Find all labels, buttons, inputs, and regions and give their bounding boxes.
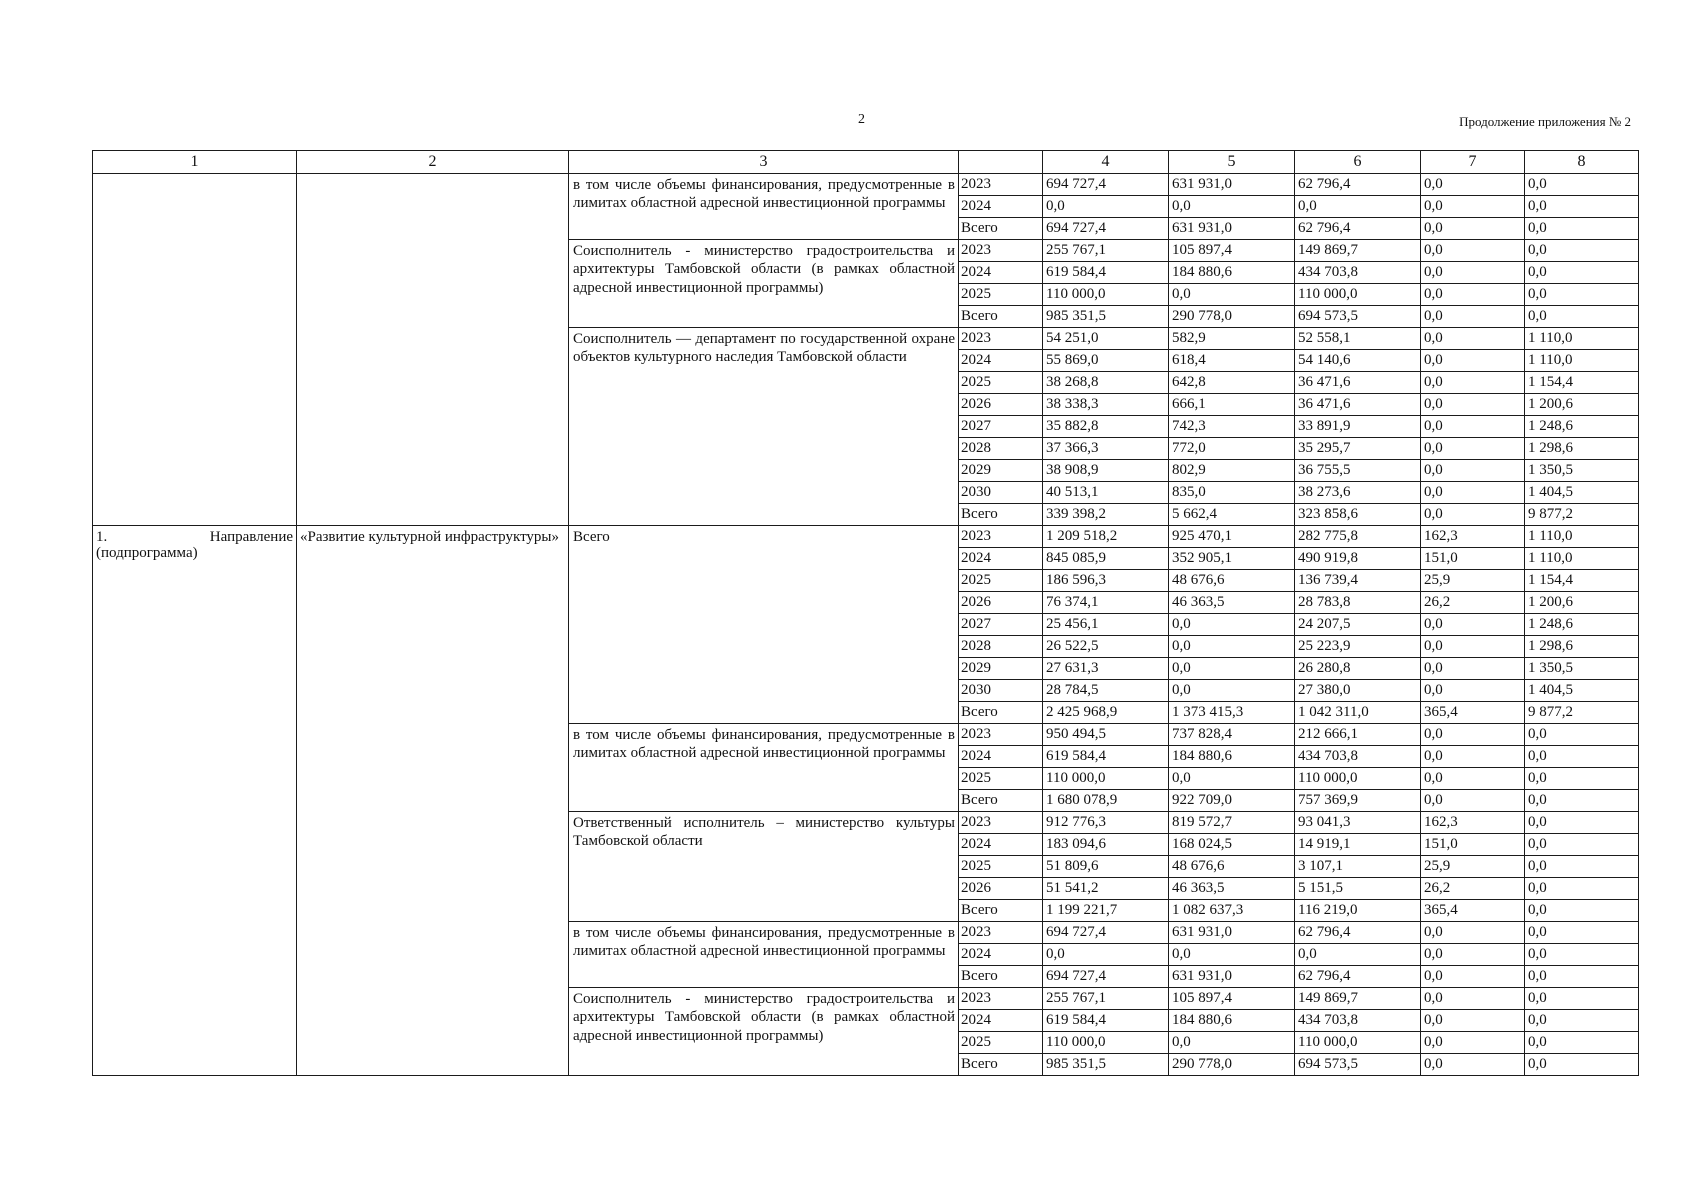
total-amount-cell: 339 398,2 [1043,504,1169,526]
total-amount-cell: 1 199 221,7 [1043,900,1169,922]
extrabudgetary-cell: 0,0 [1525,218,1639,240]
total-amount-cell: 694 727,4 [1043,218,1169,240]
year-cell: 2023 [959,812,1043,834]
direction-title: «Развитие культурной инфраструктуры» [300,529,560,545]
local-budget-cell: 0,0 [1421,922,1525,944]
extrabudgetary-cell: 0,0 [1525,1054,1639,1076]
year-cell: 2023 [959,328,1043,350]
year-cell: 2024 [959,262,1043,284]
total-amount-cell: 186 596,3 [1043,570,1169,592]
federal-budget-cell: 922 709,0 [1169,790,1295,812]
federal-budget-cell: 184 880,6 [1169,1010,1295,1032]
local-budget-cell: 0,0 [1421,658,1525,680]
federal-budget-cell: 105 897,4 [1169,988,1295,1010]
regional-budget-cell: 490 919,8 [1295,548,1421,570]
extrabudgetary-cell: 0,0 [1525,262,1639,284]
total-amount-cell: 38 338,3 [1043,394,1169,416]
regional-budget-cell: 36 471,6 [1295,394,1421,416]
year-cell: Всего [959,1054,1043,1076]
total-amount-cell: 40 513,1 [1043,482,1169,504]
regional-budget-cell: 25 223,9 [1295,636,1421,658]
block-label: Всего [569,526,959,724]
total-amount-cell: 55 869,0 [1043,350,1169,372]
federal-budget-cell: 925 470,1 [1169,526,1295,548]
local-budget-cell: 151,0 [1421,834,1525,856]
local-budget-cell: 26,2 [1421,878,1525,900]
table-row [93,174,1639,196]
extrabudgetary-cell: 1 154,4 [1525,570,1639,592]
page-number: 2 [858,112,865,127]
extrabudgetary-cell: 0,0 [1525,240,1639,262]
federal-budget-cell: 1 373 415,3 [1169,702,1295,724]
local-budget-cell: 0,0 [1421,1010,1525,1032]
total-amount-cell: 38 268,8 [1043,372,1169,394]
extrabudgetary-cell: 1 350,5 [1525,460,1639,482]
total-amount-cell: 255 767,1 [1043,988,1169,1010]
year-cell: 2027 [959,614,1043,636]
total-amount-cell: 35 882,8 [1043,416,1169,438]
year-cell: 2025 [959,856,1043,878]
federal-budget-cell: 666,1 [1169,394,1295,416]
local-budget-cell: 0,0 [1421,944,1525,966]
year-cell: 2029 [959,460,1043,482]
year-cell: 2024 [959,548,1043,570]
year-cell: 2025 [959,284,1043,306]
federal-budget-cell: 802,9 [1169,460,1295,482]
regional-budget-cell: 24 207,5 [1295,614,1421,636]
regional-budget-cell: 27 380,0 [1295,680,1421,702]
extrabudgetary-cell: 9 877,2 [1525,504,1639,526]
total-amount-cell: 51 809,6 [1043,856,1169,878]
federal-budget-cell: 48 676,6 [1169,856,1295,878]
total-amount-cell: 1 209 518,2 [1043,526,1169,548]
federal-budget-cell: 352 905,1 [1169,548,1295,570]
year-cell: 2023 [959,526,1043,548]
regional-budget-cell: 1 042 311,0 [1295,702,1421,724]
regional-budget-cell: 757 369,9 [1295,790,1421,812]
year-cell: 2023 [959,988,1043,1010]
regional-budget-cell: 62 796,4 [1295,218,1421,240]
federal-budget-cell: 46 363,5 [1169,592,1295,614]
regional-budget-cell: 694 573,5 [1295,1054,1421,1076]
local-budget-cell: 151,0 [1421,548,1525,570]
total-amount-cell: 110 000,0 [1043,1032,1169,1054]
extrabudgetary-cell: 0,0 [1525,900,1639,922]
total-amount-cell: 27 631,3 [1043,658,1169,680]
local-budget-cell: 0,0 [1421,262,1525,284]
extrabudgetary-cell: 9 877,2 [1525,702,1639,724]
year-cell: 2030 [959,482,1043,504]
regional-budget-cell: 116 219,0 [1295,900,1421,922]
regional-budget-cell: 212 666,1 [1295,724,1421,746]
total-amount-cell: 619 584,4 [1043,1010,1169,1032]
total-amount-cell: 619 584,4 [1043,262,1169,284]
regional-budget-cell: 110 000,0 [1295,768,1421,790]
block-label: Соисполнитель - министерство градостроительства и архитектуры Тамбовской области (в рамках областной адресной инвестиционной программы) [569,240,959,328]
local-budget-cell: 0,0 [1421,768,1525,790]
total-amount-cell: 51 541,2 [1043,878,1169,900]
year-cell: 2024 [959,746,1043,768]
local-budget-cell: 0,0 [1421,196,1525,218]
local-budget-cell: 25,9 [1421,570,1525,592]
local-budget-cell: 0,0 [1421,284,1525,306]
federal-budget-cell: 0,0 [1169,614,1295,636]
local-budget-cell: 0,0 [1421,1054,1525,1076]
year-cell: 2024 [959,1010,1043,1032]
year-cell: 2026 [959,878,1043,900]
total-amount-cell: 985 351,5 [1043,306,1169,328]
total-amount-cell: 110 000,0 [1043,284,1169,306]
total-amount-cell: 694 727,4 [1043,174,1169,196]
extrabudgetary-cell: 1 404,5 [1525,482,1639,504]
column-number: 3 [569,151,959,174]
federal-budget-cell: 0,0 [1169,284,1295,306]
local-budget-cell: 162,3 [1421,526,1525,548]
year-cell: 2025 [959,768,1043,790]
local-budget-cell: 25,9 [1421,856,1525,878]
total-amount-cell: 0,0 [1043,196,1169,218]
federal-budget-cell: 631 931,0 [1169,922,1295,944]
regional-budget-cell: 35 295,7 [1295,438,1421,460]
extrabudgetary-cell: 1 404,5 [1525,680,1639,702]
subprogram-label-cell [93,526,297,1076]
regional-budget-cell: 62 796,4 [1295,966,1421,988]
subprogram-label-cell [93,174,297,526]
regional-budget-cell: 93 041,3 [1295,812,1421,834]
total-amount-cell: 2 425 968,9 [1043,702,1169,724]
extrabudgetary-cell: 0,0 [1525,284,1639,306]
total-amount-cell: 37 366,3 [1043,438,1169,460]
extrabudgetary-cell: 0,0 [1525,1010,1639,1032]
block-label: Соисполнитель - министерство градостроительства и архитектуры Тамбовской области (в рамках областной адресной инвестиционной программы) [569,988,959,1076]
regional-budget-cell: 434 703,8 [1295,1010,1421,1032]
local-budget-cell: 0,0 [1421,328,1525,350]
column-number: 8 [1525,151,1639,174]
total-amount-cell: 28 784,5 [1043,680,1169,702]
local-budget-cell: 0,0 [1421,482,1525,504]
extrabudgetary-cell: 0,0 [1525,174,1639,196]
federal-budget-cell: 0,0 [1169,944,1295,966]
extrabudgetary-cell: 1 110,0 [1525,350,1639,372]
extrabudgetary-cell: 1 154,4 [1525,372,1639,394]
regional-budget-cell: 28 783,8 [1295,592,1421,614]
federal-budget-cell: 835,0 [1169,482,1295,504]
regional-budget-cell: 3 107,1 [1295,856,1421,878]
regional-budget-cell: 323 858,6 [1295,504,1421,526]
federal-budget-cell: 290 778,0 [1169,306,1295,328]
regional-budget-cell: 38 273,6 [1295,482,1421,504]
extrabudgetary-cell: 1 298,6 [1525,438,1639,460]
local-budget-cell: 0,0 [1421,218,1525,240]
local-budget-cell: 365,4 [1421,900,1525,922]
year-cell: Всего [959,966,1043,988]
federal-budget-cell: 105 897,4 [1169,240,1295,262]
extrabudgetary-cell: 0,0 [1525,988,1639,1010]
federal-budget-cell: 0,0 [1169,1032,1295,1054]
year-cell: Всего [959,900,1043,922]
column-number: 2 [297,151,569,174]
local-budget-cell: 0,0 [1421,1032,1525,1054]
federal-budget-cell: 631 931,0 [1169,966,1295,988]
federal-budget-cell: 46 363,5 [1169,878,1295,900]
year-cell: 2025 [959,1032,1043,1054]
local-budget-cell: 0,0 [1421,306,1525,328]
extrabudgetary-cell: 1 200,6 [1525,394,1639,416]
total-amount-cell: 54 251,0 [1043,328,1169,350]
federal-budget-cell: 0,0 [1169,680,1295,702]
year-cell: 2023 [959,174,1043,196]
local-budget-cell: 0,0 [1421,416,1525,438]
local-budget-cell: 0,0 [1421,724,1525,746]
total-amount-cell: 845 085,9 [1043,548,1169,570]
total-amount-cell: 76 374,1 [1043,592,1169,614]
regional-budget-cell: 282 775,8 [1295,526,1421,548]
regional-budget-cell: 36 471,6 [1295,372,1421,394]
total-amount-cell: 26 522,5 [1043,636,1169,658]
regional-budget-cell: 54 140,6 [1295,350,1421,372]
federal-budget-cell: 772,0 [1169,438,1295,460]
regional-budget-cell: 434 703,8 [1295,262,1421,284]
federal-budget-cell: 0,0 [1169,768,1295,790]
extrabudgetary-cell: 1 110,0 [1525,548,1639,570]
year-cell: 2023 [959,240,1043,262]
block-label: в том числе объемы финансирования, предусмотренные в лимитах областной адресной инвестиционной программы [569,174,959,240]
federal-budget-cell: 184 880,6 [1169,262,1295,284]
extrabudgetary-cell: 0,0 [1525,306,1639,328]
local-budget-cell: 0,0 [1421,790,1525,812]
total-amount-cell: 694 727,4 [1043,922,1169,944]
regional-budget-cell: 149 869,7 [1295,988,1421,1010]
total-amount-cell: 950 494,5 [1043,724,1169,746]
regional-budget-cell: 52 558,1 [1295,328,1421,350]
direction-title-cell [297,174,569,526]
extrabudgetary-cell: 0,0 [1525,856,1639,878]
year-cell: 2023 [959,922,1043,944]
extrabudgetary-cell: 0,0 [1525,196,1639,218]
column-number: 5 [1169,151,1295,174]
local-budget-cell: 0,0 [1421,372,1525,394]
regional-budget-cell: 62 796,4 [1295,174,1421,196]
financing-table [92,150,1639,1076]
year-cell: Всего [959,306,1043,328]
extrabudgetary-cell: 1 200,6 [1525,592,1639,614]
year-cell: 2026 [959,592,1043,614]
local-budget-cell: 0,0 [1421,746,1525,768]
regional-budget-cell: 5 151,5 [1295,878,1421,900]
column-number: 4 [1043,151,1169,174]
total-amount-cell: 183 094,6 [1043,834,1169,856]
regional-budget-cell: 110 000,0 [1295,1032,1421,1054]
year-cell: Всего [959,702,1043,724]
federal-budget-cell: 742,3 [1169,416,1295,438]
column-number: 1 [93,151,297,174]
extrabudgetary-cell: 0,0 [1525,878,1639,900]
regional-budget-cell: 136 739,4 [1295,570,1421,592]
extrabudgetary-cell: 1 110,0 [1525,328,1639,350]
extrabudgetary-cell: 1 248,6 [1525,614,1639,636]
year-cell: 2029 [959,658,1043,680]
regional-budget-cell: 62 796,4 [1295,922,1421,944]
local-budget-cell: 0,0 [1421,350,1525,372]
year-cell: 2024 [959,944,1043,966]
extrabudgetary-cell: 0,0 [1525,944,1639,966]
extrabudgetary-cell: 0,0 [1525,812,1639,834]
total-amount-cell: 0,0 [1043,944,1169,966]
local-budget-cell: 0,0 [1421,394,1525,416]
local-budget-cell: 0,0 [1421,966,1525,988]
total-amount-cell: 985 351,5 [1043,1054,1169,1076]
local-budget-cell: 0,0 [1421,988,1525,1010]
local-budget-cell: 365,4 [1421,702,1525,724]
local-budget-cell: 0,0 [1421,680,1525,702]
federal-budget-cell: 819 572,7 [1169,812,1295,834]
federal-budget-cell: 631 931,0 [1169,174,1295,196]
federal-budget-cell: 631 931,0 [1169,218,1295,240]
federal-budget-cell: 168 024,5 [1169,834,1295,856]
federal-budget-cell: 48 676,6 [1169,570,1295,592]
year-cell: Всего [959,790,1043,812]
federal-budget-cell: 5 662,4 [1169,504,1295,526]
total-amount-cell: 694 727,4 [1043,966,1169,988]
federal-budget-cell: 0,0 [1169,196,1295,218]
regional-budget-cell: 694 573,5 [1295,306,1421,328]
direction-title-cell [297,526,569,1076]
regional-budget-cell: 26 280,8 [1295,658,1421,680]
local-budget-cell: 0,0 [1421,174,1525,196]
extrabudgetary-cell: 0,0 [1525,1032,1639,1054]
regional-budget-cell: 434 703,8 [1295,746,1421,768]
extrabudgetary-cell: 0,0 [1525,746,1639,768]
year-cell: 2028 [959,636,1043,658]
year-cell: 2024 [959,834,1043,856]
federal-budget-cell: 642,8 [1169,372,1295,394]
regional-budget-cell: 33 891,9 [1295,416,1421,438]
year-cell: 2026 [959,394,1043,416]
block-label: Соисполнитель — департамент по государственной охране объектов культурного наследия Тамбовской области [569,328,959,526]
year-cell: 2028 [959,438,1043,460]
column-number-row [93,151,1639,174]
federal-budget-cell: 290 778,0 [1169,1054,1295,1076]
total-amount-cell: 1 680 078,9 [1043,790,1169,812]
total-amount-cell: 110 000,0 [1043,768,1169,790]
total-amount-cell: 619 584,4 [1043,746,1169,768]
extrabudgetary-cell: 0,0 [1525,724,1639,746]
total-amount-cell: 255 767,1 [1043,240,1169,262]
extrabudgetary-cell: 0,0 [1525,922,1639,944]
year-cell: 2025 [959,372,1043,394]
year-cell: 2027 [959,416,1043,438]
table-body [93,174,1639,1076]
extrabudgetary-cell: 1 248,6 [1525,416,1639,438]
regional-budget-cell: 0,0 [1295,944,1421,966]
federal-budget-cell: 582,9 [1169,328,1295,350]
extrabudgetary-cell: 1 110,0 [1525,526,1639,548]
extrabudgetary-cell: 0,0 [1525,768,1639,790]
column-number: 6 [1295,151,1421,174]
continuation-note: Продолжение приложения № 2 [1459,114,1631,129]
local-budget-cell: 0,0 [1421,504,1525,526]
total-amount-cell: 38 908,9 [1043,460,1169,482]
local-budget-cell: 0,0 [1421,438,1525,460]
regional-budget-cell: 0,0 [1295,196,1421,218]
federal-budget-cell: 1 082 637,3 [1169,900,1295,922]
subprogram-label: 1. Направление (подпрограмма) [96,529,293,561]
year-cell: 2023 [959,724,1043,746]
block-label: в том числе объемы финансирования, предусмотренные в лимитах областной адресной инвестиционной программы [569,724,959,812]
local-budget-cell: 0,0 [1421,460,1525,482]
local-budget-cell: 0,0 [1421,614,1525,636]
column-number: 7 [1421,151,1525,174]
federal-budget-cell: 618,4 [1169,350,1295,372]
regional-budget-cell: 110 000,0 [1295,284,1421,306]
year-cell: 2025 [959,570,1043,592]
extrabudgetary-cell: 1 350,5 [1525,658,1639,680]
local-budget-cell: 0,0 [1421,636,1525,658]
regional-budget-cell: 14 919,1 [1295,834,1421,856]
regional-budget-cell: 149 869,7 [1295,240,1421,262]
federal-budget-cell: 0,0 [1169,658,1295,680]
year-cell: 2024 [959,196,1043,218]
federal-budget-cell: 737 828,4 [1169,724,1295,746]
total-amount-cell: 912 776,3 [1043,812,1169,834]
year-cell: Всего [959,218,1043,240]
block-label: в том числе объемы финансирования, предусмотренные в лимитах областной адресной инвестиционной программы [569,922,959,988]
extrabudgetary-cell: 1 298,6 [1525,636,1639,658]
extrabudgetary-cell: 0,0 [1525,834,1639,856]
year-cell: Всего [959,504,1043,526]
federal-budget-cell: 184 880,6 [1169,746,1295,768]
local-budget-cell: 162,3 [1421,812,1525,834]
regional-budget-cell: 36 755,5 [1295,460,1421,482]
federal-budget-cell: 0,0 [1169,636,1295,658]
local-budget-cell: 26,2 [1421,592,1525,614]
block-label: Ответственный исполнитель – министерство культуры Тамбовской области [569,812,959,922]
year-cell: 2030 [959,680,1043,702]
local-budget-cell: 0,0 [1421,240,1525,262]
extrabudgetary-cell: 0,0 [1525,966,1639,988]
table-row [93,526,1639,548]
year-cell: 2024 [959,350,1043,372]
total-amount-cell: 25 456,1 [1043,614,1169,636]
extrabudgetary-cell: 0,0 [1525,790,1639,812]
column-number [959,151,1043,174]
